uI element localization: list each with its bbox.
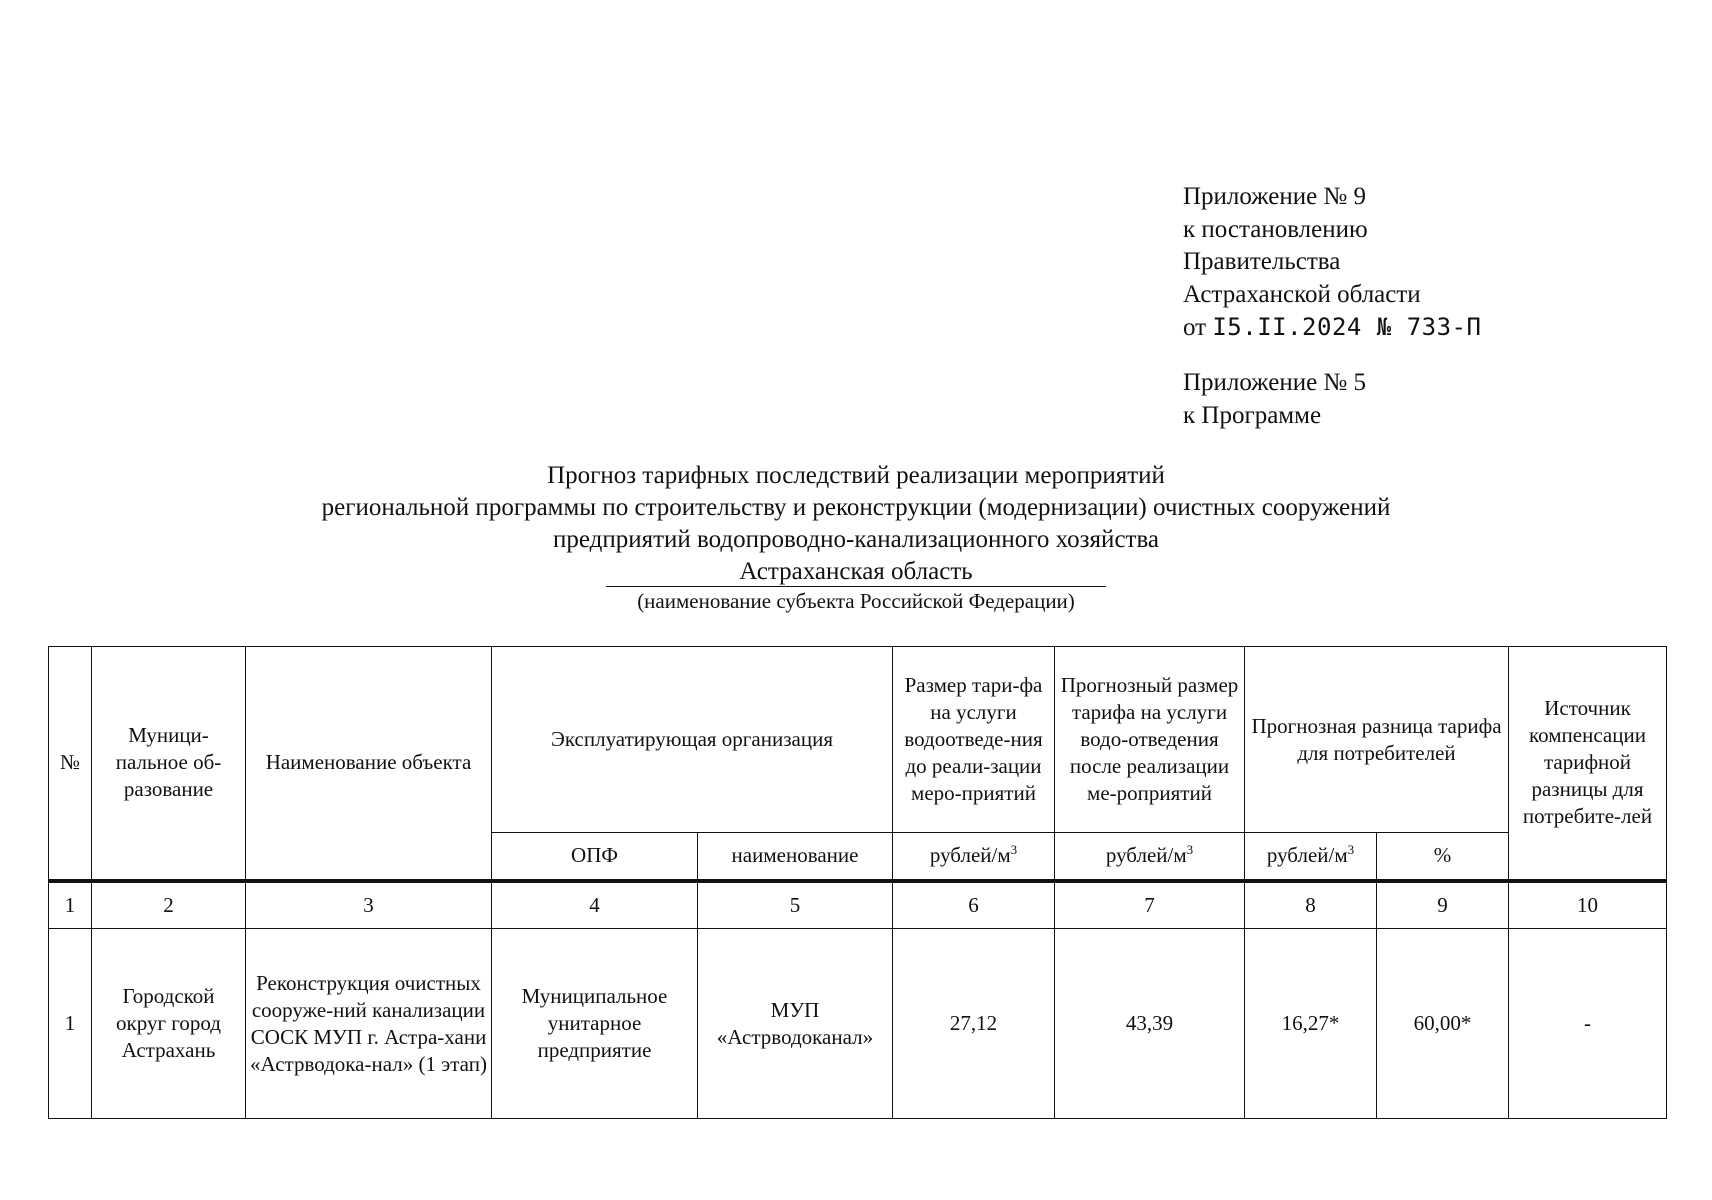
row-difference-pct: 60,00*	[1377, 929, 1509, 1119]
header-tariff-after: Прогнозный размер тарифа на услуги водо-отведения после реализации ме-роприятий	[1055, 647, 1245, 833]
header-tariff-before: Размер тари-фа на услуги водоотведе-ния до реали-зации меро-приятий	[893, 647, 1055, 833]
column-number: 8	[1245, 881, 1377, 929]
unit-base: рублей/м	[1105, 843, 1187, 868]
column-number: 1	[49, 881, 92, 929]
subject-name: Астраханская область	[606, 557, 1106, 587]
date-prefix: от	[1183, 314, 1207, 341]
header-org-name: наименование	[698, 833, 893, 881]
tariff-forecast-table	[48, 646, 1667, 1119]
document-title	[0, 460, 1712, 614]
unit-exponent: 3	[1186, 842, 1194, 858]
row-difference-rub: 16,27*	[1245, 929, 1377, 1119]
row-municipality: Городской округ город Астрахань	[92, 929, 246, 1119]
appendix-9-line3: Правительства	[1183, 248, 1341, 275]
column-number: 2	[92, 881, 246, 929]
row-tariff-before: 27,12	[893, 929, 1055, 1119]
header-opf: ОПФ	[492, 833, 698, 881]
header-difference: Прогнозная разница тарифа для потребителей	[1245, 647, 1509, 833]
header-compensation: Источник компенсации тарифной разницы для потребите-лей	[1509, 647, 1667, 881]
unit-exponent: 3	[1010, 842, 1018, 858]
column-number: 9	[1377, 881, 1509, 929]
header-row	[49, 647, 1667, 833]
column-number: 10	[1509, 881, 1667, 929]
header-no: №	[49, 647, 92, 881]
row-opf: Муниципальное унитарное предприятие	[492, 929, 698, 1119]
column-number: 4	[492, 881, 698, 929]
appendix-9-block	[1183, 181, 1481, 345]
resolution-date-number: I5.II.2024 № 733-П	[1212, 313, 1482, 341]
title-line-1: Прогноз тарифных последствий реализации мероприятий	[547, 462, 1165, 489]
appendix-9-line2: к постановлению	[1183, 215, 1368, 243]
column-number: 6	[893, 881, 1055, 929]
appendix-9-date-line	[1183, 311, 1481, 345]
unit-base: рублей/м	[929, 843, 1011, 868]
unit-base: рублей/м	[1266, 843, 1348, 868]
row-tariff-after: 43,39	[1055, 929, 1245, 1119]
unit-tariff-after	[1055, 833, 1245, 881]
row-compensation: -	[1509, 929, 1667, 1119]
title-line-3: предприятий водопроводно-канализационного хозяйства	[552, 526, 1160, 553]
row-org-name: МУП «Астрводоканал»	[698, 929, 893, 1119]
appendix-5-line2: к Программе	[1183, 401, 1322, 429]
unit-difference-rub	[1245, 833, 1377, 881]
appendix-5-title: Приложение № 5	[1183, 369, 1367, 396]
appendix-9-title: Приложение № 9	[1183, 183, 1367, 210]
row-no: 1	[49, 929, 92, 1119]
unit-difference-pct: %	[1377, 833, 1509, 881]
column-number: 5	[698, 881, 893, 929]
column-number: 3	[246, 881, 492, 929]
row-object-name: Реконструкция очистных сооруже-ний канализации СОСК МУП г. Астра-хани «Астрводока-нал» (1 этап)	[246, 929, 492, 1119]
unit-tariff-before	[893, 833, 1055, 881]
title-line-2: региональной программы по строительству и реконструкции (модернизации) очистных сооружений	[321, 494, 1391, 521]
appendix-5-block	[1183, 367, 1366, 432]
table-row	[49, 929, 1667, 1119]
column-number: 7	[1055, 881, 1245, 929]
subject-caption: (наименование субъекта Российской Федерации)	[637, 589, 1075, 613]
unit-exponent: 3	[1347, 842, 1355, 858]
appendix-9-line4: Астраханской области	[1183, 280, 1421, 308]
header-operator: Эксплуатирующая организация	[492, 647, 893, 833]
header-object-name: Наименование объекта	[246, 647, 492, 881]
header-municipality: Муници-пальное об-разование	[92, 647, 246, 881]
column-number-row	[49, 881, 1667, 929]
